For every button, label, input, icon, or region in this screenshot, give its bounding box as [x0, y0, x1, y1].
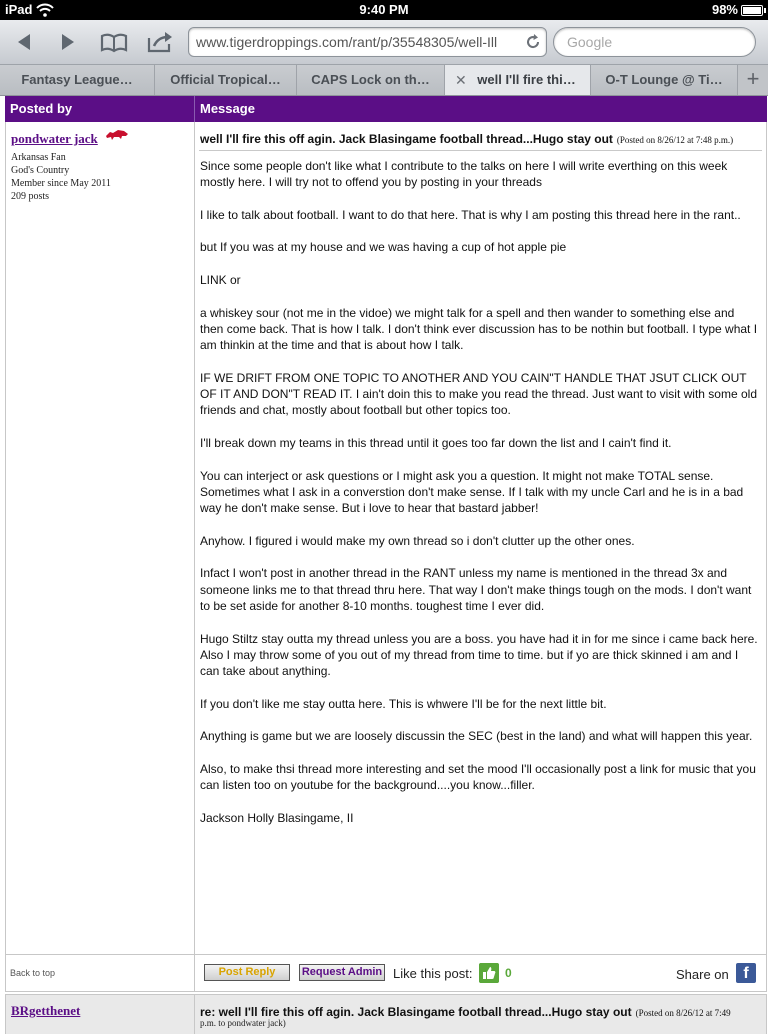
post-paragraph: You can interject or ask questions or I might ask you a question. It might not make TOTAL sense. Sometimes what I ask in a converstion don't make sense. If I talk with my uncle Carl and he is in a bad way he don't make sense. But i love to hear that bastard jabber! [200, 468, 744, 516]
post-paragraph: If you don't like me stay outta here. This is whwere I'll be for the next little bit. [200, 696, 607, 711]
poster-member-since: Member since May 2011 [11, 178, 111, 189]
next-post-title-text: re: well I'll fire this off agin. Jack Blasingame football thread...Hugo stay out [200, 1005, 632, 1019]
back-to-top-link[interactable]: Back to top [10, 968, 56, 978]
next-post-title [200, 1005, 731, 1019]
status-bar [0, 0, 768, 20]
tab-well-ill-fire[interactable] [445, 65, 591, 95]
tab-ot-lounge[interactable] [591, 65, 738, 95]
post-paragraph: Also, to make thsi thread more interesting and set the mood I'll occasionally post a link for music that you can listen too on youtube for the background....you know...filler. [200, 761, 756, 793]
post-title-text: well I'll fire this off agin. Jack Blasingame football thread...Hugo stay out [200, 132, 613, 146]
share-action-icon[interactable] [144, 28, 176, 56]
search-field[interactable] [553, 27, 756, 57]
next-post-poster-cell [5, 994, 195, 1034]
title-divider [199, 150, 762, 151]
post-footer-left [5, 954, 195, 992]
post-paragraph: Infact I won't post in another thread in the RANT unless my name is mentioned in the thread 3x and someone links me to that thread thru here. That way I don't make things tough on the mods. I don't want to be set aside for another 8-10 months. toughest time I ever did. [200, 566, 752, 614]
back-arrow-icon[interactable] [8, 28, 40, 56]
address-bar[interactable] [188, 27, 547, 57]
reload-icon[interactable] [524, 33, 542, 51]
post-body [200, 158, 760, 842]
poster-username-link[interactable]: pondwater jack [11, 131, 98, 146]
close-tab-icon[interactable]: ✕ [455, 72, 467, 88]
message-cell [195, 122, 767, 954]
post-paragraph: IF WE DRIFT FROM ONE TOPIC TO ANOTHER AND YOU CAIN"T HANDLE THAT JSUT CLICK OUT OF IT AND DON"T READ IT. I ain't doin this to make you read the thread. Just want to visit with some old friends and chat, mostly about football but other topics too. [200, 370, 757, 418]
poster-info-cell [5, 122, 195, 954]
request-admin-button[interactable]: Request Admin [299, 964, 385, 981]
poster-post-count: 209 posts [11, 191, 50, 202]
post-paragraph: Since some people don't like what I contribute to the talks on here I will write everthing on this week mostly here. I will try not to offend you by posting in your threads [200, 159, 728, 190]
tab-fantasy-league[interactable] [0, 65, 155, 95]
tab-strip [0, 65, 768, 96]
post-signature: Jackson Holly Blasingame, II [200, 810, 354, 825]
message-header: Message [195, 96, 767, 122]
battery-icon [741, 5, 763, 16]
url-text[interactable]: www.tigerdroppings.com/rant/p/35548305/well-Ill [196, 34, 498, 50]
post-paragraph: a whiskey sour (not me in the vidoe) we might talk for a spell and then wander to something else and then come back. That is how I talk. I don't think ever discussion has to be nothin but football. I type what I am thinkin at the time and that is about how I talk. [200, 305, 758, 353]
like-post-label: Like this post: [393, 966, 473, 981]
tab-caps-lock[interactable] [297, 65, 445, 95]
post-paragraph: I'll break down my teams in this thread until it goes too far down the list and I cain't find it. [200, 436, 672, 451]
next-post-timestamp: (Posted on 8/26/12 at 7:49 [635, 1008, 731, 1018]
next-post-message-cell [195, 994, 767, 1034]
facebook-share-icon[interactable]: f [736, 963, 756, 983]
post-paragraph: Anything is game but we are loosely discussin the SEC (best in the land) and what will happen this year. [200, 729, 753, 744]
razorback-hog-icon [104, 128, 130, 142]
next-post-timestamp-cont: p.m. to pondwater jack) [200, 1018, 286, 1028]
tab-label: Fantasy League… [21, 72, 133, 87]
device-name: iPad [5, 2, 33, 17]
post-paragraph: but If you was at my house and we was having a cup of hot apple pie [200, 240, 567, 255]
post-paragraph: I like to talk about football. I want to do that here. That is why I am posting this thread here in the rant.. [200, 207, 741, 222]
post-reply-button[interactable]: Post Reply [204, 964, 290, 981]
thumbs-up-icon[interactable] [479, 963, 499, 983]
tab-official-tropical[interactable] [155, 65, 297, 95]
post-footer-right [195, 954, 767, 992]
battery-level-fill [743, 7, 761, 14]
poster-location: God's Country [11, 165, 70, 176]
like-count: 0 [505, 966, 512, 980]
tab-label: O-T Lounge @ Ti… [605, 72, 723, 87]
post-paragraph: Hugo Stiltz stay outta my thread unless you are a boss. you have had it in for me since i came back here. Also I may throw some of you out of my thread from time to time. but if yo are thick skinned i am and I can take about anything. [200, 631, 758, 679]
search-placeholder: Google [567, 34, 613, 50]
next-poster-username-link[interactable]: BRgetthenet [11, 1003, 81, 1018]
new-tab-plus-icon[interactable]: + [746, 66, 760, 91]
tab-label: well I'll fire thi… [477, 72, 576, 87]
bookmarks-book-icon[interactable] [98, 28, 130, 56]
posted-by-header: Posted by [5, 96, 195, 122]
forward-arrow-icon[interactable] [52, 28, 84, 56]
battery-percentage: 98% [711, 2, 738, 17]
post-paragraph: Anyhow. I figured i would make my own thread so i don't clutter up the other ones. [200, 533, 635, 548]
post-title [200, 132, 733, 146]
poster-team: Arkansas Fan [11, 152, 66, 163]
share-on-label: Share on [676, 967, 729, 982]
post-timestamp: (Posted on 8/26/12 at 7:48 p.m.) [616, 135, 734, 145]
status-time: 9:40 PM [359, 2, 409, 17]
browser-toolbar [0, 20, 768, 65]
tab-label: Official Tropical… [170, 72, 281, 87]
post-link[interactable]: LINK or [200, 273, 241, 288]
tab-label: CAPS Lock on th… [311, 72, 430, 87]
